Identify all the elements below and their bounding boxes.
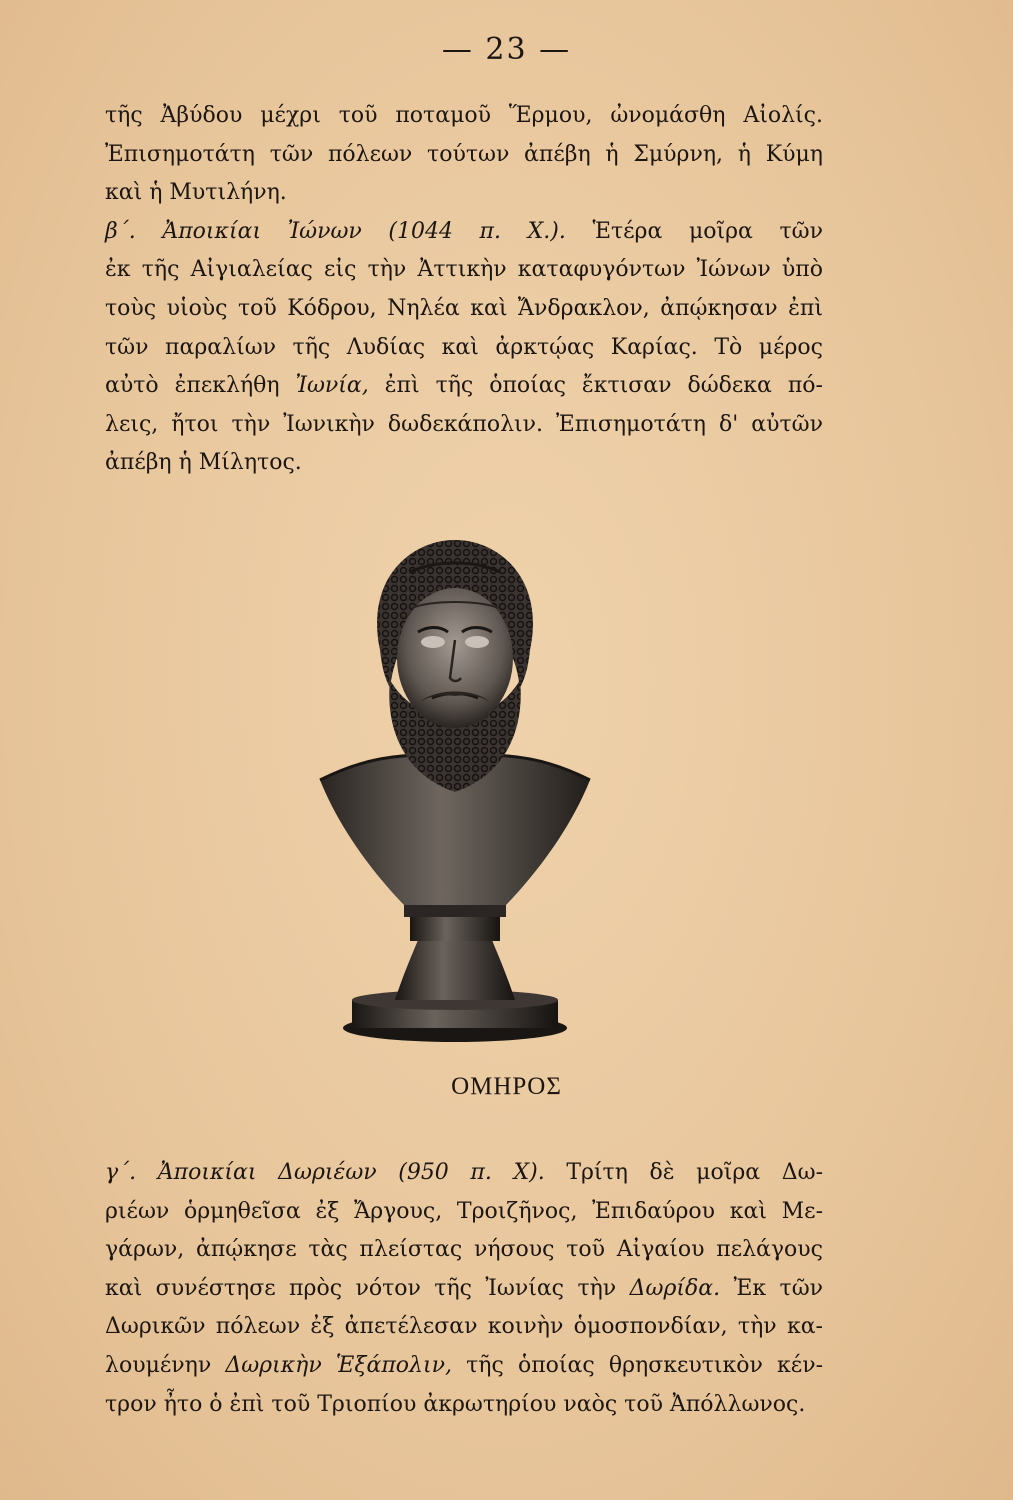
italic-term-hexapolis: Δωρικὴν Ἑξάπολιν, (225, 1352, 452, 1378)
section-c-heading-line (105, 1154, 823, 1193)
body-text-top (105, 97, 823, 483)
section-c-heading: Ἀποικίαι Δωριέων (950 π. Χ). (157, 1160, 545, 1185)
text-line: Ἐπισημοτάτη τῶν πόλεων τούτων ἀπέβη ἡ Σμύρνη, ἡ Κύμη (105, 141, 823, 167)
text-line: τρον ἦτο ὁ ἐπὶ τοῦ Τριοπίου ἀκρωτηρίου ναὸς τοῦ Ἀπόλλωνος. (105, 1391, 806, 1417)
text-line: τοὺς υἱοὺς τοῦ Κόδρου, Νηλέα καὶ Ἄνδρακλον, ἀπῴκησαν ἐπὶ (105, 295, 823, 321)
section-c-first-line: Τρίτη δὲ μοῖρα Δω- (566, 1160, 823, 1185)
italic-term-doris: Δωρίδα. (629, 1275, 721, 1301)
body-text-bottom (105, 1154, 823, 1424)
text-line: γάρων, ἀπῴκησε τὰς πλείστας νήσους τοῦ Αἰγαίου πελάγους (105, 1237, 823, 1263)
text-line (105, 1347, 823, 1386)
text-run: λουμένην (105, 1352, 212, 1378)
text-line: καὶ ἡ Μυτιλήνη. (105, 180, 287, 206)
text-line: τῆς Ἀβύδου μέχρι τοῦ ποταμοῦ Ἕρμου, ὠνομάσθη Αἰολίς. (105, 103, 823, 128)
text-run: Ἐκ τῶν (733, 1275, 824, 1301)
text-line (105, 1270, 823, 1309)
section-b-heading: Ἀποικίαι Ἰώνων (1044 π. Χ.). (162, 218, 566, 244)
section-b-heading-line (105, 213, 823, 252)
text-run: ἐπὶ τῆς ὁποίας ἔκτισαν δώδεκα πό- (384, 373, 823, 399)
text-run: καὶ συνέστησε πρὸς νότον τῆς Ἰωνίας τὴν (105, 1275, 617, 1301)
section-b-label: β΄. (105, 218, 136, 244)
text-line: λεις, ἤτοι τὴν Ἰωνικὴν δωδεκάπολιν. Ἐπισημοτάτη δ' αὐτῶν (105, 411, 823, 437)
homer-bust-icon (300, 530, 610, 1050)
page-number: — 23 — (441, 32, 572, 67)
section-c-label: γ΄. (105, 1160, 137, 1185)
section-b-first-line: Ἑτέρα μοῖρα τῶν (592, 218, 823, 244)
figure-caption: ΟΜΗΡΟΣ (451, 1073, 562, 1100)
text-line (105, 367, 823, 406)
text-run: αὐτὸ ἐπεκλήθη (105, 373, 280, 399)
text-line: ἀπέβη ἡ Μίλητος. (105, 450, 302, 476)
text-line: Δωρικῶν πόλεων ἐξ ἀπετέλεσαν κοινὴν ὁμοσπονδίαν, τὴν κα- (105, 1314, 823, 1340)
text-line: τῶν παραλίων τῆς Λυδίας καὶ ἀρκτῴας Καρίας. Τὸ μέρος (105, 334, 823, 360)
text-line: ριέων ὁρμηθεῖσα ἐξ Ἄργους, Τροιζῆνος, Ἐπιδαύρου καὶ Με- (105, 1198, 823, 1224)
text-line: ἐκ τῆς Αἰγιαλείας εἰς τὴν Ἀττικὴν καταφυγόντων Ἰώνων ὑπὸ (105, 257, 823, 283)
text-run: τῆς ὁποίας θρησκευτικὸν κέν- (466, 1352, 824, 1378)
italic-term-ionia: Ἰωνία, (295, 373, 369, 399)
